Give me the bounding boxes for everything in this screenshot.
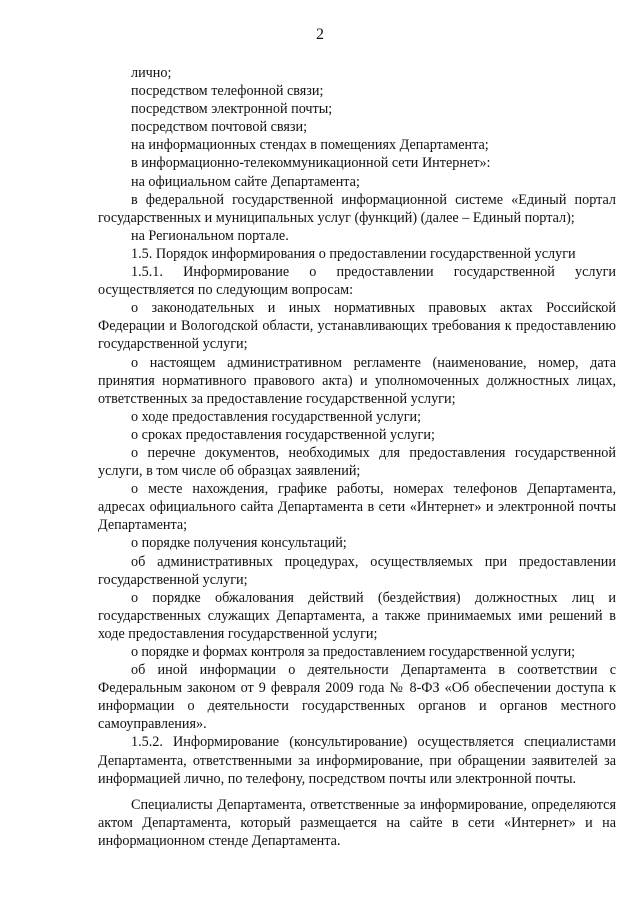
paragraph-7: на официальном сайте Департамента; [131, 173, 360, 190]
paragraph-20: о порядке обжалования действий (бездействия) должностных лиц и государственных служащих Департамента, а также принимаемых ими решений в ходе предоставления государственной услуги; [98, 589, 616, 642]
paragraph-24: Специалисты Департамента, ответственные за информирование, определяются актом Департамента, который размещается на сайте в сети «Интернет» и на информационном стенде Департамента. [98, 796, 616, 849]
paragraph-19: об административных процедурах, осуществляемых при предоставлении государственной услуги; [98, 553, 616, 588]
paragraph-6: в информационно-телекоммуникационной сети Интернет»: [131, 155, 491, 172]
paragraph-12: о законодательных и иных нормативных правовых актах Российской Федерации и Вологодской области, устанавливающих требования к предоставлению государственной услуги; [98, 300, 616, 353]
paragraph-3: посредством электронной почты; [131, 101, 333, 118]
paragraph-8: в федеральной государственной информационной системе «Единый портал государственных и муниципальных услуг (функций) (далее – Единый портал); [98, 191, 616, 226]
paragraph-1-5-2: 1.5.2. Информирование (консультирование) осуществляется специалистами Департамента, ответственными за информирование, при обращении заявителей за информацией лично, по телефону, посредством почты или электронной почты. [98, 734, 616, 787]
paragraph-5: на информационных стендах в помещениях Департамента; [131, 137, 489, 154]
paragraph-2: посредством телефонной связи; [131, 83, 324, 100]
paragraph-16: о перечне документов, необходимых для предоставления государственной услуги, в том числе об образцах заявлений; [98, 444, 616, 480]
paragraph-13: о настоящем административном регламенте (наименование, номер, дата принятия нормативного правового акта) и уполномоченных должностных лицах, ответственных за предоставление государственной услуги; [98, 354, 616, 407]
paragraph-14: о ходе предоставления государственной услуги; [131, 408, 422, 425]
paragraph-18: о порядке получения консультаций; [131, 535, 347, 552]
paragraph-15: о сроках предоставления государственной услуги; [131, 426, 435, 443]
paragraph-22: об иной информации о деятельности Департамента в соответствии с Федеральным законом от 9 февраля 2009 года № 8-ФЗ «Об обеспечении доступа к информации о деятельности государственных органов и органов местного самоуправления». [98, 662, 616, 733]
section-heading-1-5: 1.5. Порядок информирования о предоставлении государственной услуги [131, 245, 576, 262]
page-number: 2 [316, 26, 324, 43]
paragraph-1: лично; [131, 65, 172, 81]
paragraph-17: о месте нахождения, графике работы, номерах телефонов Департамента, адресах официального сайта Департамента в сети «Интернет» и электронной почты Департамента; [98, 481, 616, 534]
paragraph-1-5-1: 1.5.1. Информирование о предоставлении государственной услуги осуществляется по следующим вопросам: [98, 264, 616, 299]
paragraph-9: на Региональном портале. [131, 227, 289, 244]
document-body [98, 64, 616, 850]
paragraph-21: о порядке и формах контроля за предоставлением государственной услуги; [131, 644, 575, 660]
paragraph-4: посредством почтовой связи; [131, 119, 308, 136]
